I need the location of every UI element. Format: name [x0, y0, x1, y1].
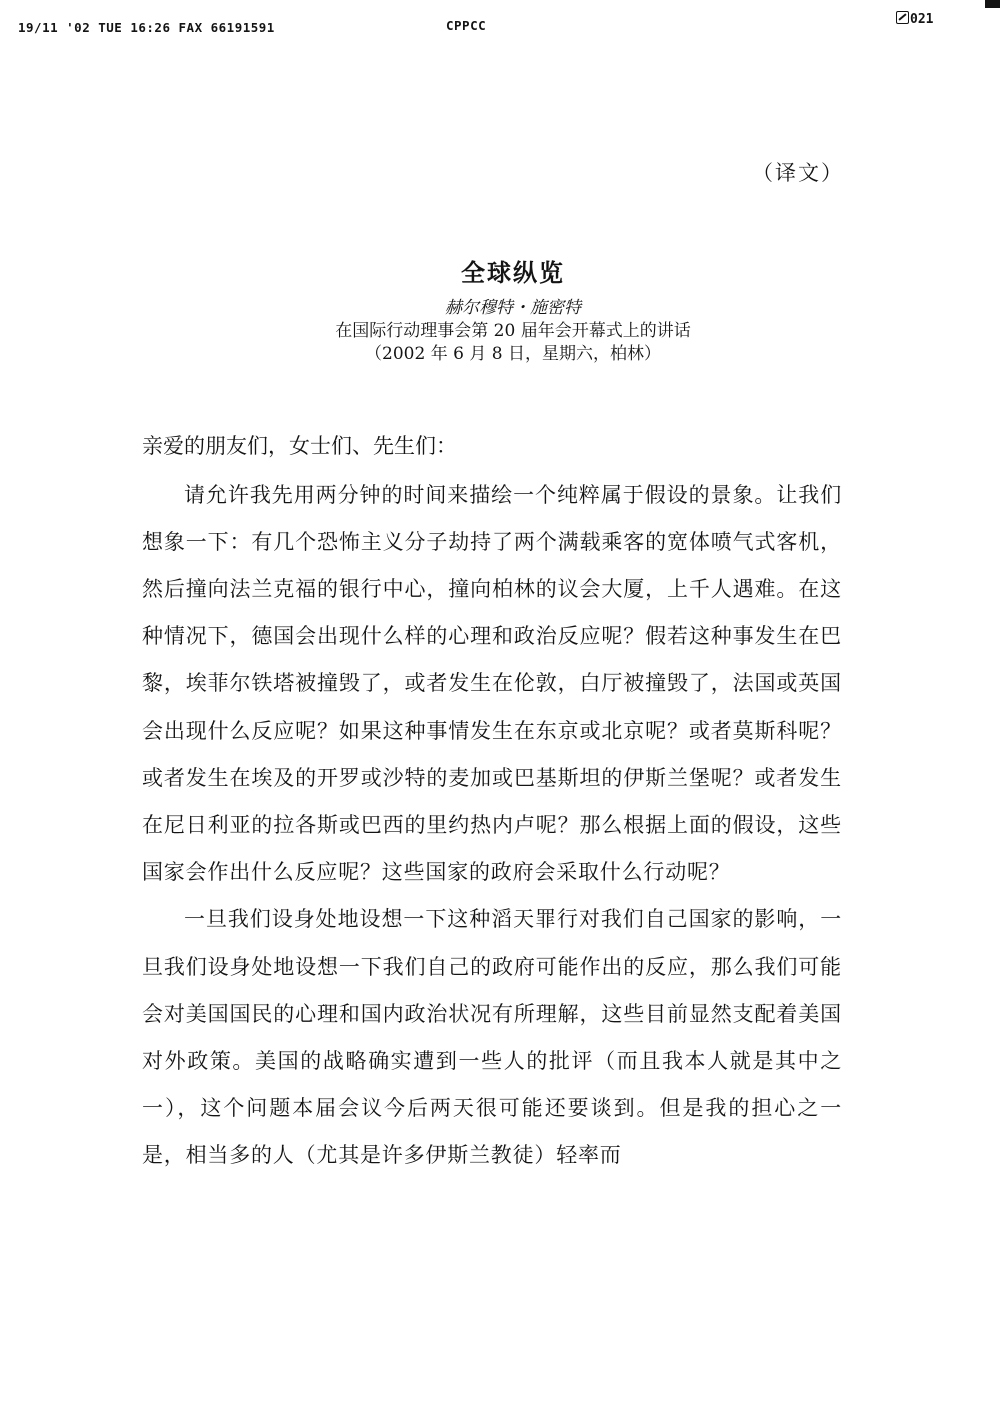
page-edge-mark: [985, 0, 1000, 8]
body-paragraph: 一旦我们设身处地设想一下这种滔天罪行对我们自己国家的影响，一旦我们设身处地设想一下我们自己的政府可能作出的反应，那么我们可能会对美国国民的心理和国内政治状况有所理解，这些目前显然支配着美国对外政策。美国的战略确实遭到一些人的批评（而且我本人就是其中之一），这个问题本届会议今后两天很可能还要谈到。但是我的担心之一是，相当多的人（尤其是许多伊斯兰教徒）轻率而: [142, 907, 842, 1168]
author-name: 赫尔穆特・施密特: [445, 298, 581, 318]
salutation: 亲爱的朋友们，女士们、先生们：: [142, 434, 457, 458]
fax-page-icon: [896, 11, 909, 24]
body-paragraph: 请允许我先用两分钟的时间来描绘一个纯粹属于假设的景象。让我们想象一下：有几个恐怖主义分子劫持了两个满载乘客的宽体喷气式客机，然后撞向法兰克福的银行中心，撞向柏林的议会大厦，上千人遇难。在这种情况下，德国会出现什么样的心理和政治反应呢？假若这种事发生在巴黎，埃菲尔铁塔被撞毁了，或者发生在伦敦，白厅被撞毁了，法国或英国会出现什么反应呢？如果这种事情发生在东京或北京呢？或者莫斯科呢？或者发生在埃及的开罗或沙特的麦加或巴基斯坦的伊斯兰堡呢？或者发生在尼日利亚的拉各斯或巴西的里约热内卢呢？那么根据上面的假设，这些国家会作出什么反应呢？这些国家的政府会采取什么行动呢？: [142, 482, 842, 885]
fax-page-number: [896, 11, 933, 27]
translation-tag: （译文）: [752, 161, 844, 185]
fax-page-number-text: 021: [910, 12, 934, 27]
document-title: 全球纵览: [461, 258, 565, 287]
fax-transmission-line: 19/11 '02 TUE 16:26 FAX 66191591: [18, 20, 275, 35]
document-body: [142, 423, 842, 1180]
speech-date: （2002 年 6 月 8 日，星期六，柏林）: [365, 344, 661, 364]
fax-sender: CPPCC: [446, 18, 487, 33]
speech-occasion: 在国际行动理事会第 20 届年会开幕式上的讲话: [335, 321, 691, 341]
title-block: [0, 255, 1000, 366]
